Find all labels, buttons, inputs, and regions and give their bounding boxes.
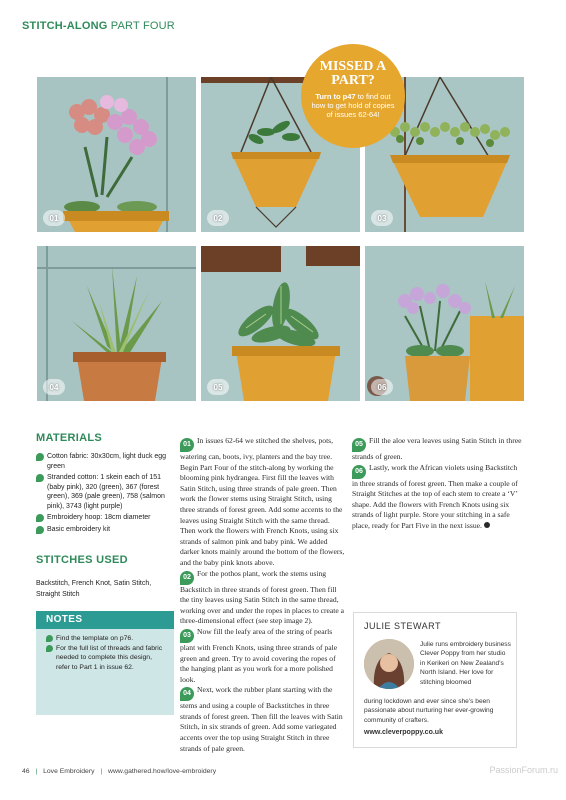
photo-label: 04: [43, 379, 65, 395]
page-header: [22, 20, 175, 32]
african-violets-pot-photo: [365, 246, 524, 401]
leaf-bullet-icon: [36, 514, 44, 522]
leaf-bullet-icon: [36, 474, 44, 482]
notes-item: Find the template on p76.: [46, 634, 166, 644]
step-paragraph: 05 Fill the aloe vera leaves using Satin Stitch in three strands of green.: [352, 436, 522, 461]
step-number-badge: 05: [352, 438, 366, 452]
step-photo-04: [37, 246, 196, 401]
step-number-badge: 01: [180, 438, 194, 452]
page-number: 46: [22, 768, 30, 775]
author-photo: [364, 639, 414, 689]
end-mark-icon: [484, 522, 490, 528]
callout-text: [301, 92, 405, 119]
step-photo-01: [37, 77, 196, 232]
step-paragraph: 06 Lastly, work the African violets using Backstitch in three strands of forest green. Then make a couple of Straight Stitches at the top of each stem to create a ‘V’ shape. Add the flowers with French Knots using six strands of light purple. Store your stitching in a safe place, ready for Part Five in the next issue.: [352, 462, 518, 530]
materials-item: Stranded cotton: 1 skein each of 151 (baby pink), 320 (green), 367 (forest green), 369 (pale green), 758 (salmon pink), 3743 (light purple): [36, 473, 168, 511]
materials-list: [36, 452, 168, 536]
stitches-text: Backstitch, French Knot, Satin Stitch, Straight Stitch: [36, 580, 152, 598]
missed-a-part-callout: [301, 44, 405, 148]
step-paragraph: 04 Next, work the rubber plant starting with the stems and using a couple of Backstitches in three strands of forest green. Then fill the leaves with Satin Stitch, in six strands of green. Add some variegated accents over the top using Straight Stitch in three strands of pale green.: [180, 685, 343, 753]
step-photo-05: [201, 246, 360, 401]
step-number-badge: 02: [180, 571, 194, 585]
notes-item: For the full list of threads and fabric needed to complete this design, refer to Part 1 in issue 62.: [46, 644, 166, 673]
leaf-bullet-icon: [46, 645, 53, 652]
photo-label: 06: [371, 379, 393, 395]
photo-label: 01: [43, 210, 65, 226]
step-paragraph: 03 Now fill the leafy area of the string of pearls plant with French Knots, using three strands of pale green and green. Try to avoid covering the ropes of the hanging plant as you work for a more polished look.: [180, 626, 338, 684]
materials-item: Embroidery hoop: 18cm diameter: [36, 513, 168, 523]
step-number-badge: 03: [180, 629, 194, 643]
photo-label: 05: [207, 379, 229, 395]
leaf-bullet-icon: [36, 526, 44, 534]
pink-hydrangea-pot-photo: [37, 77, 196, 232]
step-photo-06: [365, 246, 524, 401]
watermark: PassionForum.ru: [489, 765, 558, 775]
callout-rest: to find out how to get hold of copies of issues 62-64!: [311, 92, 395, 119]
step-number-badge: 04: [180, 687, 194, 701]
step-number-badge: 06: [352, 465, 366, 479]
stitches-title: STITCHES USED: [36, 554, 128, 566]
magazine-url[interactable]: www.gathered.how/love-embroidery: [108, 768, 217, 775]
photo-label: 02: [207, 210, 229, 226]
callout-page-ref: Turn to p47: [315, 92, 356, 101]
author-website-link[interactable]: www.cleverpoppy.co.uk: [364, 729, 443, 736]
leaf-bullet-icon: [46, 635, 53, 642]
author-bio-continued: during lockdown and ever since she’s been passionate about nurturing her ever-growing community of crafters.: [364, 698, 494, 724]
aloe-vera-pot-photo: [37, 246, 196, 401]
materials-item: Cotton fabric: 30x30cm, light duck egg green: [36, 452, 168, 471]
notes-box: [36, 611, 174, 715]
step-paragraph: 01 In issues 62-64 we stitched the shelves, pots, watering can, boots, ivy, planters and the bay tree. Begin Part Four of the stitch-along by working the blooming pink hydrangea. First fill the leaves with Satin Stitch, using three strands of pale green. Then work the flower stems using Straight Stitch, using three strands of forest green. Add some accents to the leaves using Straight Stitch with the same thread. Then work the flowers with French Knots, using six strands of salmon pink and baby pink. We added darker knots mainly around the bottom of the flowers, and the baby pink knots above.: [180, 436, 345, 567]
leaf-bullet-icon: [36, 453, 44, 461]
callout-title: MISSED A PART?: [319, 59, 387, 88]
step-paragraph: 02 For the pothos plant, work the stems using Backstitch in three strands of forest green. Then fill the tiny leaves using Satin Stitch in the same thread, working over and under the ropes in places to create a three-dimensional effect (see step image 2).: [180, 568, 345, 626]
rubber-plant-pot-photo: [201, 246, 360, 401]
materials-title: MATERIALS: [36, 432, 103, 444]
photo-label: 03: [371, 210, 393, 226]
magazine-name: Love Embroidery: [43, 768, 95, 775]
instructions-column-2: [352, 436, 522, 532]
notes-title: NOTES: [36, 611, 174, 629]
page-footer: 46 | Love Embroidery | www.gathered.how/love-embroidery: [22, 768, 217, 775]
instructions-column-1: [180, 436, 345, 754]
author-bio: Julie runs embroidery business Clever Poppy from her studio in Kerikeri on New Zealand’s North Island. Her love for stitching bloomed: [420, 641, 511, 686]
header-section: STITCH-ALONG: [22, 20, 108, 32]
author-box: [353, 612, 517, 748]
header-part: PART FOUR: [110, 20, 175, 32]
materials-item: Basic embroidery kit: [36, 525, 168, 535]
author-name: JULIE STEWART: [364, 621, 442, 631]
